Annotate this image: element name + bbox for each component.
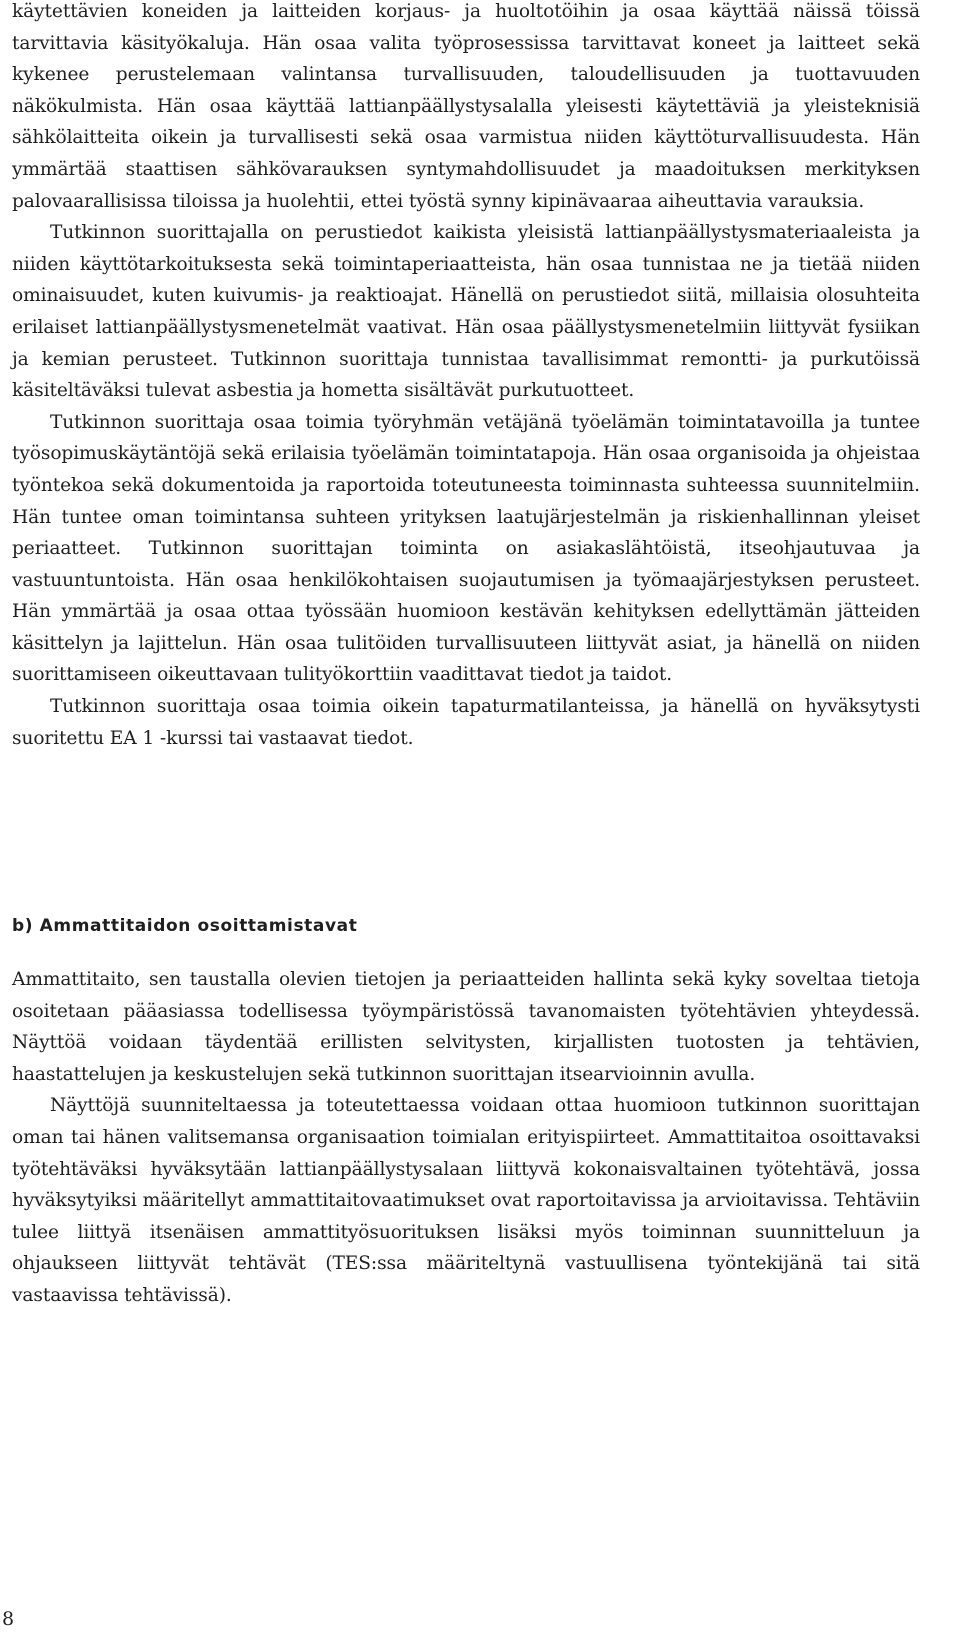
- demonstration-methods-section: [12, 964, 920, 1312]
- paragraph-machine-skills: käytettävien koneiden ja laitteiden korjaus- ja huoltotöihin ja osaa käyttää näissä töissä tarvittavia käsityökaluja. Hän osaa valita työprosessissa tarvittavat koneet ja laitteet sekä kykenee perustelemaan valintansa turvallisuuden, taloudellisuuden ja tuottavuuden näkökulmista. Hän osaa käyttää lattianpäällystysalalla yleisesti käytettäviä ja yleisteknisiä sähkölaitteita oikein ja turvallisesti sekä osaa varmistua niiden käyttöturvallisuudesta. Hän ymmärtää staattisen sähkövarauksen syntymahdollisuudet ja maadoituksen merkityksen palovaarallisissa tiloissa ja huolehtii, ettei työstä synny kipinävaaraa aiheuttavia varauksia.: [12, 1, 920, 212]
- section-heading: b) Ammattitaidon osoittamistavat: [12, 916, 358, 936]
- page-number: 8: [2, 1608, 15, 1630]
- paragraph-first-aid: Tutkinnon suorittaja osaa toimia oikein tapaturmatilanteissa, ja hänellä on hyväksytysti suoritettu EA 1 -kurssi tai vastaavat tiedot.: [12, 696, 920, 749]
- paragraph-demonstration-intro: Ammattitaito, sen taustalla olevien tietojen ja periaatteiden hallinta sekä kyky soveltaa tietoja osoitetaan pääasiassa todellisessa työympäristössä tavanomaisten työtehtävien yhteydessä. Näyttöä voidaan täydentää erillisten selvitysten, kirjallisten tuotosten ja tehtävien, haastattelujen ja keskustelujen sekä tutkinnon suorittajan itsearvioinnin avulla.: [12, 969, 920, 1085]
- paragraph-demonstration-planning: Näyttöjä suunniteltaessa ja toteutettaessa voidaan ottaa huomioon tutkinnon suorittajan oman tai hänen valitsemansa organisaation toimialan erityispiirteet. Ammattitaitoa osoittavaksi työtehtäväksi hyväksytään lattianpäällystysalaan liittyvä kokonaisvaltainen työtehtävä, jossa hyväksytyiksi määritellyt ammattitaitovaatimukset ovat raportoitavissa ja arvioitavissa. Tehtäviin tulee liittyä itsenäisen ammattityösuorituksen lisäksi myös toiminnan suunnitteluun ja ohjaukseen liittyvät tehtävät (TES:ssa määriteltynä vastuullisena työntekijänä tai sitä vastaavissa tehtävissä).: [12, 1095, 920, 1306]
- paragraph-materials-knowledge: Tutkinnon suorittajalla on perustiedot kaikista yleisistä lattianpäällystysmateriaaleista ja niiden käyttötarkoituksesta sekä toimintaperiaatteista, hän osaa tunnistaa ne ja tietää niiden ominaisuudet, kuten kuivumis- ja reaktioajat. Hänellä on perustiedot siitä, millaisia olosuhteita erilaiset lattianpäällystysmenetelmät vaativat. Hän osaa päällystysmenetelmiin liittyvät fysiikan ja kemian perusteet. Tutkinnon suorittaja tunnistaa tavallisimmat remontti- ja purkutöissä käsiteltäväksi tulevat asbestia ja hometta sisältävät purkutuotteet.: [12, 222, 920, 402]
- paragraph-teamwork-skills: Tutkinnon suorittaja osaa toimia työryhmän vetäjänä työelämän toimintatavoilla ja tuntee työsopimuskäytäntöjä sekä erilaisia työelämän toimintatapoja. Hän osaa organisoida ja ohjeistaa työntekoa sekä dokumentoida ja raportoida toteutuneesta toiminnasta suhteessa suunnitelmiin. Hän tuntee oman toimintansa suhteen yrityksen laatujärjestelmän ja riskienhallinnan yleiset periaatteet. Tutkinnon suorittajan toiminta on asiakaslähtöistä, itseohjautuvaa ja vastuuntuntoista. Hän osaa henkilökohtaisen suojautumisen ja työmaajärjestyksen perusteet. Hän ymmärtää ja osaa ottaa työssään huomioon kestävän kehityksen edellyttämän jätteiden käsittelyn ja lajittelun. Hän osaa tulitöiden turvallisuuteen liittyvät asiat, ja hänellä on niiden suorittamiseen oikeuttavaan tulityökorttiin vaadittavat tiedot ja taidot.: [12, 411, 920, 686]
- competence-description-section: [12, 0, 920, 754]
